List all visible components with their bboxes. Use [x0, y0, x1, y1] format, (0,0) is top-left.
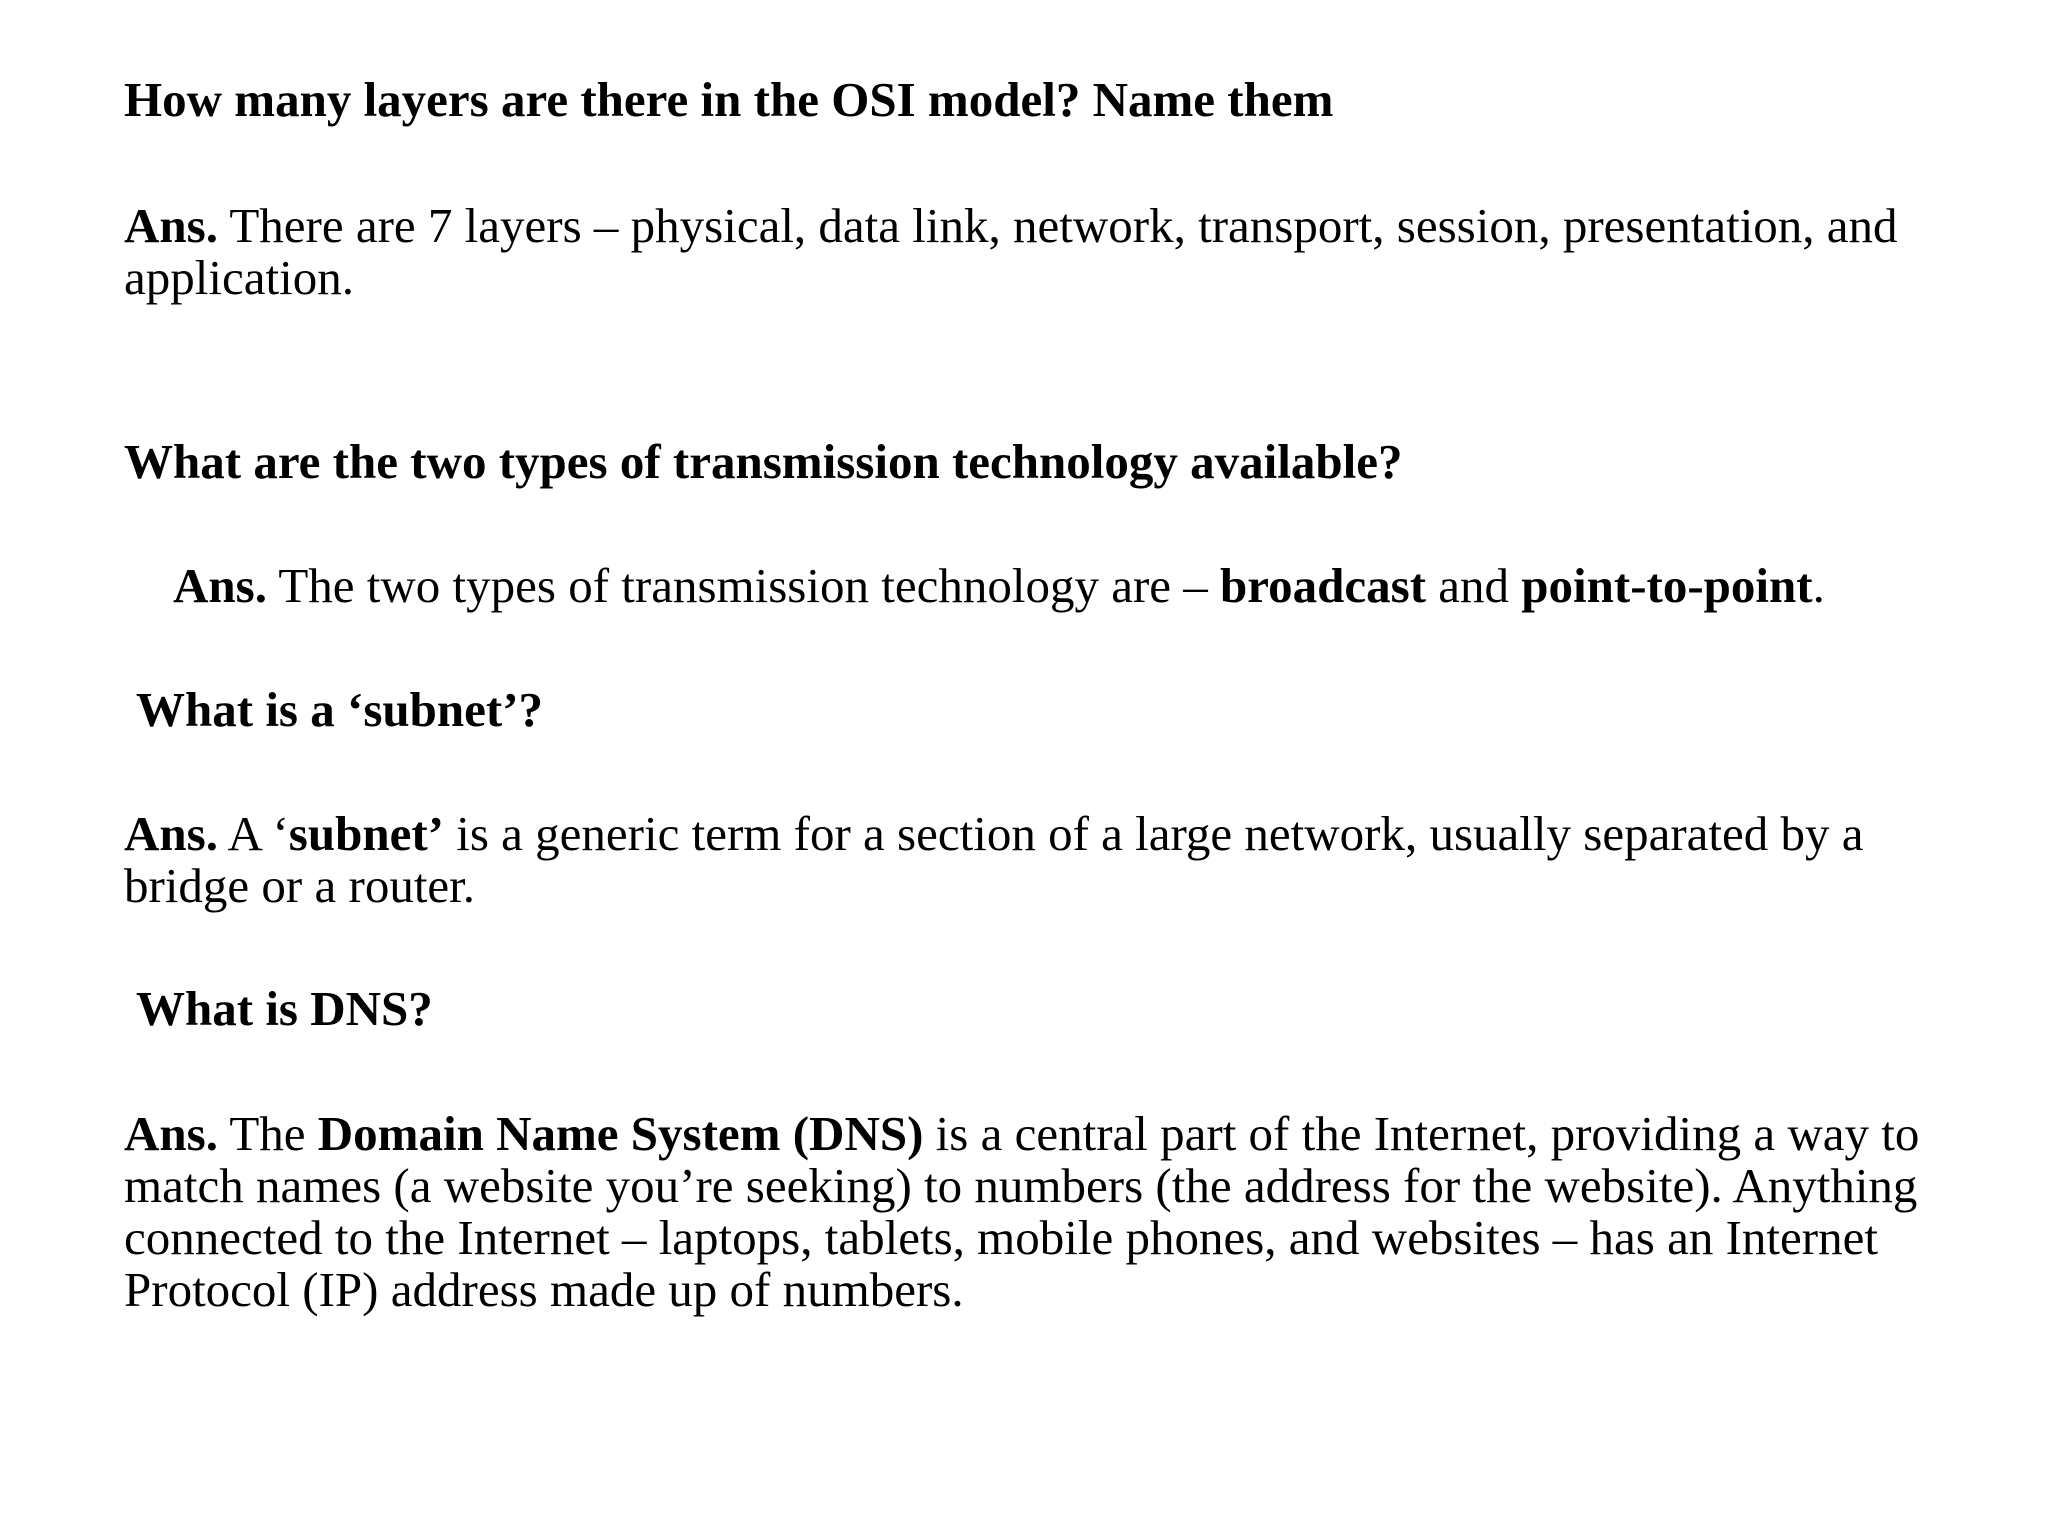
answer-text: There are 7 layers – physical, data link, network, transport, session, presentation, and application. [124, 198, 1898, 305]
question-subnet: What is a ‘subnet’? [136, 682, 544, 737]
answer-label: Ans. [124, 1106, 218, 1161]
term-broadcast: broadcast [1220, 558, 1427, 613]
answer-text: A ‘ [217, 806, 289, 861]
answer-text: . [1812, 558, 1825, 613]
term-dns: Domain Name System (DNS) [317, 1106, 924, 1161]
answer-label: Ans. [173, 558, 267, 613]
answer-text: The [217, 1106, 318, 1161]
answer-transmission-types [173, 560, 1825, 612]
answer-text: is a generic term for a section of a large network, usually separated by a bridge or a router. [124, 806, 1864, 913]
question-osi-layers: How many layers are there in the OSI model? Name them [124, 72, 1334, 127]
answer-text: and [1426, 558, 1522, 613]
question-transmission-types: What are the two types of transmission technology available? [124, 434, 1403, 489]
answer-label: Ans. [124, 198, 218, 253]
question-dns: What is DNS? [136, 981, 433, 1036]
answer-label: Ans. [124, 806, 218, 861]
answer-osi-layers [124, 200, 1984, 304]
answer-text: is a central part of the Internet, providing a way to match names (a website you’re seeking) to numbers (the address for the website). Anything connected to the Internet – laptops, tablets, mobile phones, and websites – has an Internet Protocol (IP) address made up of numbers. [124, 1106, 1920, 1317]
answer-text: The two types of transmission technology are – [266, 558, 1221, 613]
answer-dns [124, 1108, 1984, 1316]
term-point-to-point: point-to-point [1521, 558, 1813, 613]
term-subnet: subnet’ [288, 806, 444, 861]
answer-subnet [124, 808, 1984, 912]
